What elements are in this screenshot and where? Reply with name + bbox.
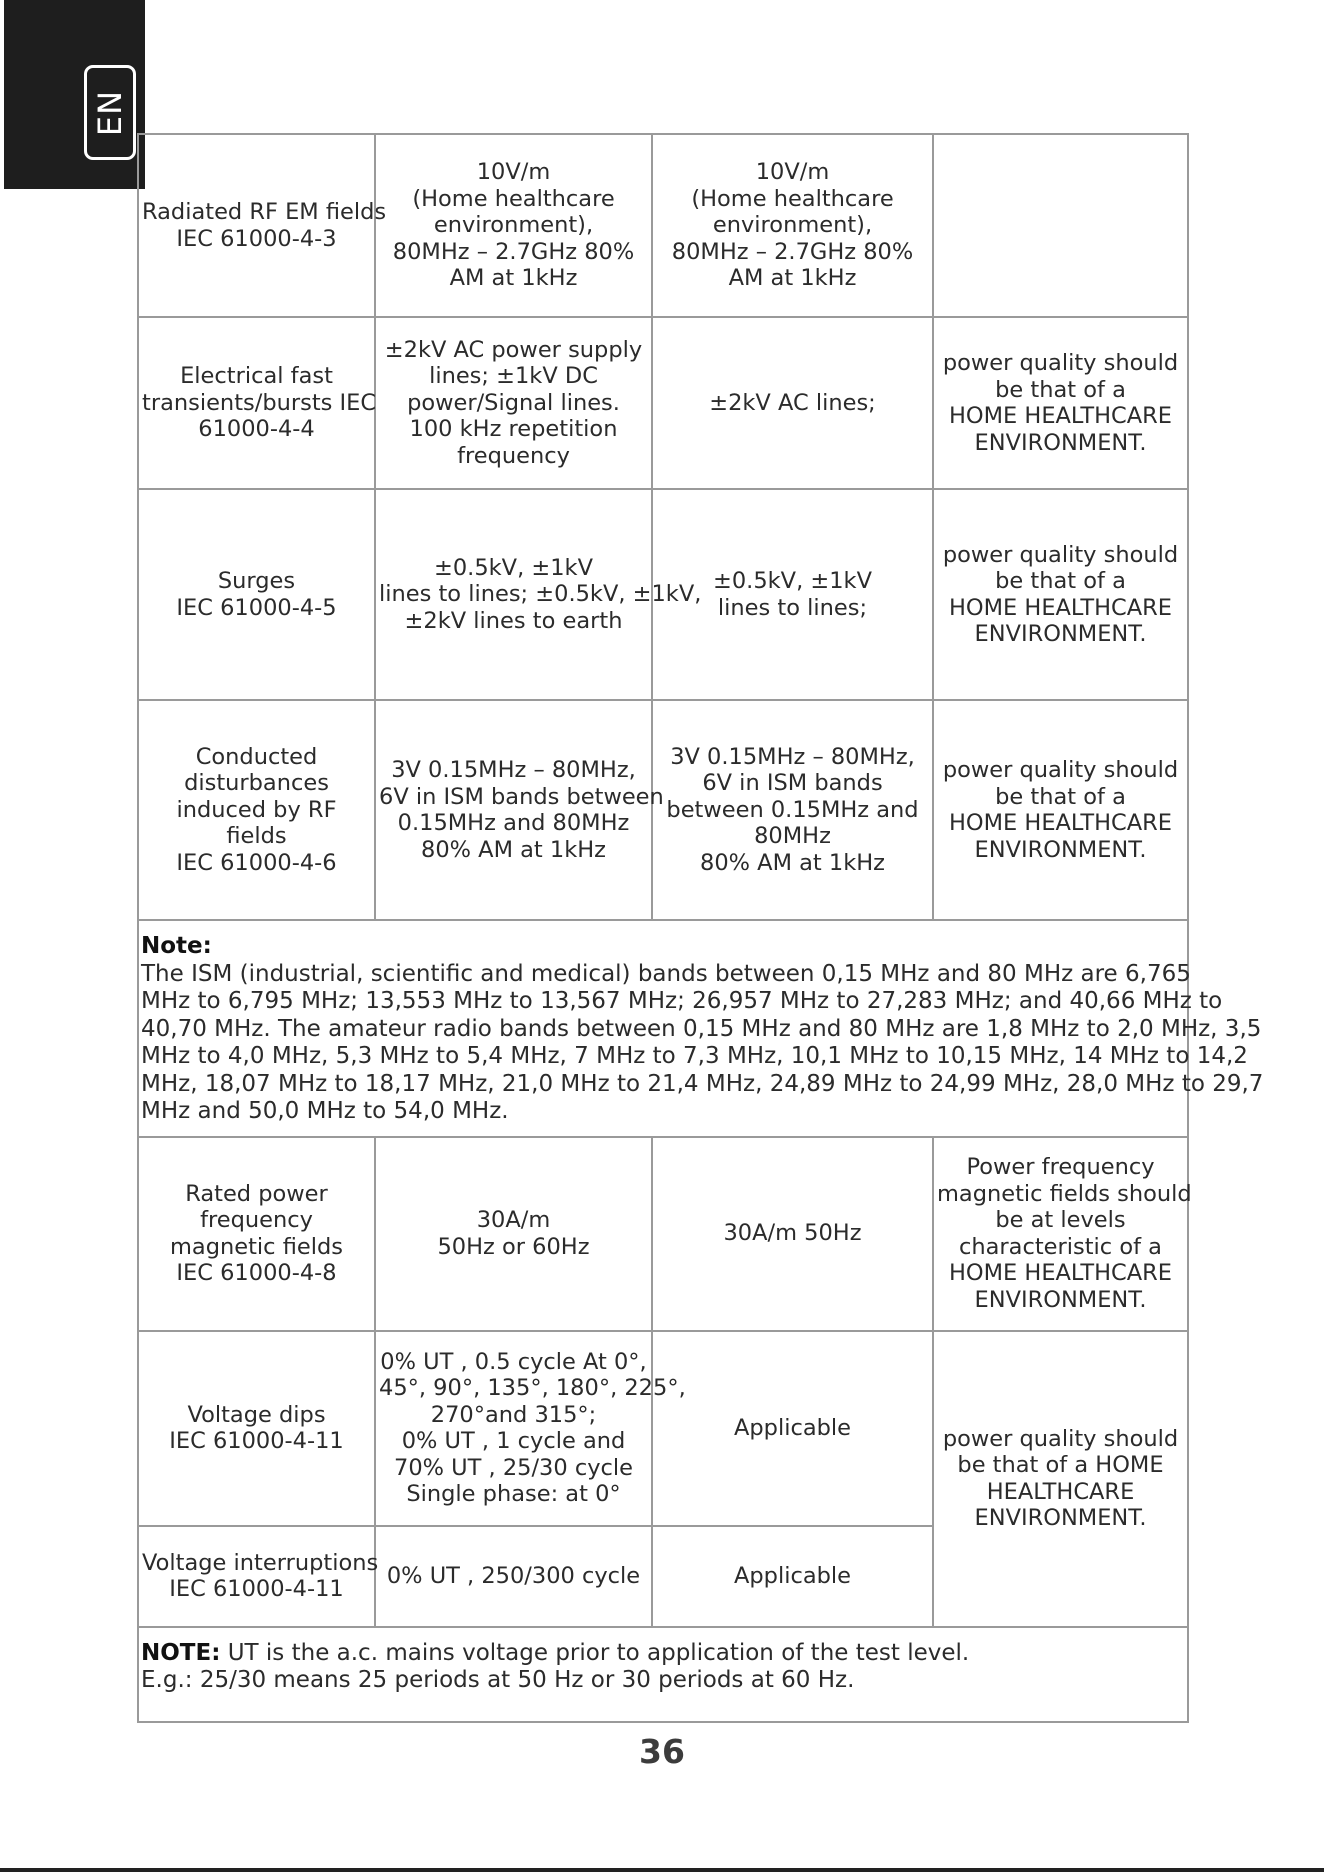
guidance-cell xyxy=(933,700,1188,920)
text-line: IEC 61000-4-6 xyxy=(176,849,337,876)
text-line: lines to lines; ±0.5kV, ±1kV, xyxy=(379,581,702,608)
text-line: be that of a xyxy=(995,568,1126,594)
text-line: power/Signal lines. xyxy=(407,389,620,416)
guidance-cell xyxy=(933,489,1188,700)
text-line: E.g.: 25/30 means 25 periods at 50 Hz or 30 periods at 60 Hz. xyxy=(141,1667,855,1693)
text-line: 50Hz or 60Hz xyxy=(437,1233,590,1260)
text-line: ENVIRONMENT. xyxy=(974,621,1147,647)
table-row-conducted xyxy=(138,700,1188,920)
guidance-cell xyxy=(933,1137,1192,1331)
text-line: be that of a HOME xyxy=(957,1452,1164,1478)
emc-immunity-table xyxy=(137,133,1264,1723)
table-row-note-ism xyxy=(138,920,1188,1137)
text-line: disturbances xyxy=(184,770,329,797)
bottom-rule xyxy=(0,1868,1324,1872)
text-line: IEC 61000-4-8 xyxy=(176,1260,337,1286)
text-line: IEC 61000-4-11 xyxy=(169,1576,344,1602)
guidance-cell xyxy=(933,317,1188,489)
text-line: power quality should xyxy=(942,350,1179,376)
text-line: ±0.5kV, ±1kV xyxy=(713,568,872,594)
text-line: ENVIRONMENT. xyxy=(974,429,1147,456)
note-text xyxy=(141,960,1264,1126)
text-line: 80% AM at 1kHz xyxy=(421,836,606,863)
text-line: 30A/m xyxy=(476,1207,551,1233)
phenomenon-cell xyxy=(138,1137,375,1331)
ut-note-cell xyxy=(138,1627,1188,1722)
language-badge xyxy=(84,65,136,160)
text-line: be that of a xyxy=(995,783,1126,810)
compliance-level-cell xyxy=(652,1137,933,1331)
test-level-cell xyxy=(375,134,652,317)
text-line: IEC 61000-4-3 xyxy=(176,225,337,252)
phenomenon-cell xyxy=(138,1331,375,1526)
text-line: Applicable xyxy=(734,1562,851,1589)
text-line: IEC 61000-4-11 xyxy=(169,1428,344,1454)
test-level-cell xyxy=(375,700,664,920)
text-line: (Home healthcare xyxy=(412,185,615,212)
text-line: MHz to 6,795 MHz; 13,553 MHz to 13,567 MHz; 26,957 MHz to 27,283 MHz; and 40,66 MHz to xyxy=(141,988,1223,1014)
guidance-cell xyxy=(933,1331,1188,1627)
text-line: 30A/m 50Hz xyxy=(723,1220,862,1247)
text-line: ±2kV lines to earth xyxy=(404,607,623,634)
phenomenon-cell xyxy=(138,1526,379,1627)
text-line: environment), xyxy=(712,212,873,239)
text-line: be that of a xyxy=(995,376,1126,403)
text-line: 0.15MHz and 80MHz xyxy=(397,810,630,836)
note-label: NOTE: xyxy=(141,1639,221,1666)
text-line: HOME HEALTHCARE xyxy=(949,810,1172,836)
text-line: 270°and 315°; xyxy=(430,1401,597,1428)
text-line: power quality should xyxy=(942,541,1179,568)
text-line: IEC 61000-4-5 xyxy=(176,594,337,621)
phenomenon-cell xyxy=(138,489,375,700)
text-line: HOME HEALTHCARE xyxy=(949,594,1172,621)
test-level-cell xyxy=(375,1331,686,1526)
text-line: ENVIRONMENT. xyxy=(974,1286,1147,1313)
text-line: characteristic of a xyxy=(959,1233,1162,1260)
text-line: lines to lines; xyxy=(717,594,868,621)
table-row-dips xyxy=(138,1331,1188,1526)
text-line: 40,70 MHz. The amateur radio bands between 0,15 MHz and 80 MHz are 1,8 MHz to 2,0 MHz, 3,5 xyxy=(141,1015,1262,1042)
compliance-level-cell xyxy=(652,1331,933,1526)
text-line: transients/bursts IEC xyxy=(142,389,377,416)
text-line: magnetic fields should xyxy=(937,1180,1192,1207)
language-label: EN xyxy=(91,89,129,136)
text-line: magnetic fields xyxy=(170,1233,343,1260)
text-line: lines; ±1kV DC xyxy=(429,363,598,390)
phenomenon-cell xyxy=(138,317,375,489)
text-line: Electrical fast xyxy=(180,363,333,390)
text-line: ENVIRONMENT. xyxy=(974,836,1147,863)
text-line: 0% UT , 250/300 cycle xyxy=(386,1562,641,1589)
table-row-eft xyxy=(138,317,1188,489)
table-row-magnetic xyxy=(138,1137,1188,1331)
text-line: Power frequency xyxy=(966,1154,1155,1180)
text-line: Voltage interruptions xyxy=(142,1549,379,1576)
text-line: ±2kV AC power supply xyxy=(384,336,643,363)
compliance-level-cell xyxy=(652,700,933,920)
text-line: HEALTHCARE xyxy=(986,1478,1135,1505)
text-line: power quality should xyxy=(942,1425,1179,1452)
note-label: Note: xyxy=(141,933,212,959)
text-line: ENVIRONMENT. xyxy=(974,1505,1147,1531)
test-level-cell xyxy=(375,489,702,700)
text-line: 80MHz – 2.7GHz 80% xyxy=(392,238,635,265)
text-line: 6V in ISM bands between xyxy=(379,783,664,810)
text-line: induced by RF xyxy=(176,796,337,823)
text-line: ±2kV AC lines; xyxy=(709,389,876,416)
text-line: Single phase: at 0° xyxy=(406,1481,621,1507)
table-row-surges xyxy=(138,489,1188,700)
text-line: MHz, 18,07 MHz to 18,17 MHz, 21,0 MHz to 21,4 MHz, 24,89 MHz to 24,99 MHz, 28,0 MHz to 29,7 xyxy=(141,1070,1264,1097)
text-line: Voltage dips xyxy=(187,1401,326,1428)
text-line: 6V in ISM bands xyxy=(702,770,883,797)
page-number: 36 xyxy=(639,1732,685,1771)
text-line: (Home healthcare xyxy=(691,185,894,212)
text-line: HOME HEALTHCARE xyxy=(949,403,1172,429)
text-line: 80MHz xyxy=(754,823,831,850)
compliance-level-cell xyxy=(652,1526,933,1627)
test-level-cell xyxy=(375,1137,652,1331)
text-line: frequency xyxy=(200,1207,313,1233)
text-line: Conducted xyxy=(195,743,318,770)
text-line: 0% UT , 1 cycle and xyxy=(401,1428,626,1454)
text-line: power quality should xyxy=(942,757,1179,783)
text-line: frequency xyxy=(457,442,570,469)
text-line: Applicable xyxy=(734,1414,851,1441)
test-level-cell xyxy=(375,317,652,489)
text-line: MHz to 4,0 MHz, 5,3 MHz to 5,4 MHz, 7 MHz to 7,3 MHz, 10,1 MHz to 10,15 MHz, 14 MHz to 14,2 xyxy=(141,1043,1248,1069)
text-line: 70% UT , 25/30 cycle xyxy=(394,1454,633,1481)
test-level-cell xyxy=(375,1526,652,1627)
text-line: 3V 0.15MHz – 80MHz, xyxy=(391,757,636,783)
note-text xyxy=(141,1640,1183,1695)
phenomenon-cell xyxy=(138,134,387,317)
text-line: 3V 0.15MHz – 80MHz, xyxy=(670,743,915,770)
text-line: 100 kHz repetition xyxy=(409,416,618,443)
text-line: 0% UT , 0.5 cycle At 0°, xyxy=(380,1348,647,1375)
text-line: fields xyxy=(226,823,287,850)
language-tab xyxy=(4,0,145,189)
text-line: environment), xyxy=(433,212,594,239)
text-line: Rated power xyxy=(185,1180,328,1207)
text-line: Radiated RF EM fields xyxy=(142,199,387,225)
guidance-cell xyxy=(933,134,1188,317)
text-line: 80% AM at 1kHz xyxy=(700,849,885,876)
text-line: between 0.15MHz and xyxy=(666,796,919,823)
text-line: 80MHz – 2.7GHz 80% xyxy=(671,238,914,265)
table-row-radiated xyxy=(138,134,1188,317)
compliance-level-cell xyxy=(652,317,933,489)
compliance-level-cell xyxy=(652,134,933,317)
ism-note-cell xyxy=(138,920,1264,1137)
text-line: Surges xyxy=(217,568,296,594)
text-line: 10V/m xyxy=(476,159,551,186)
text-line: 10V/m xyxy=(755,159,830,186)
text-line: UT is the a.c. mains voltage prior to application of the test level. xyxy=(220,1639,970,1666)
text-line: AM at 1kHz xyxy=(449,265,578,292)
text-line: AM at 1kHz xyxy=(728,265,857,292)
text-line: MHz and 50,0 MHz to 54,0 MHz. xyxy=(141,1098,509,1124)
phenomenon-cell xyxy=(138,700,375,920)
text-line: HOME HEALTHCARE xyxy=(949,1260,1172,1286)
text-line: 45°, 90°, 135°, 180°, 225°, xyxy=(379,1375,686,1401)
text-line: 61000-4-4 xyxy=(198,416,315,443)
text-line: be at levels xyxy=(995,1207,1126,1233)
text-line: ±0.5kV, ±1kV xyxy=(434,554,593,581)
text-line: The ISM (industrial, scientific and medical) bands between 0,15 MHz and 80 MHz are 6,765 xyxy=(141,960,1191,987)
table-row-note-ut xyxy=(138,1627,1188,1722)
